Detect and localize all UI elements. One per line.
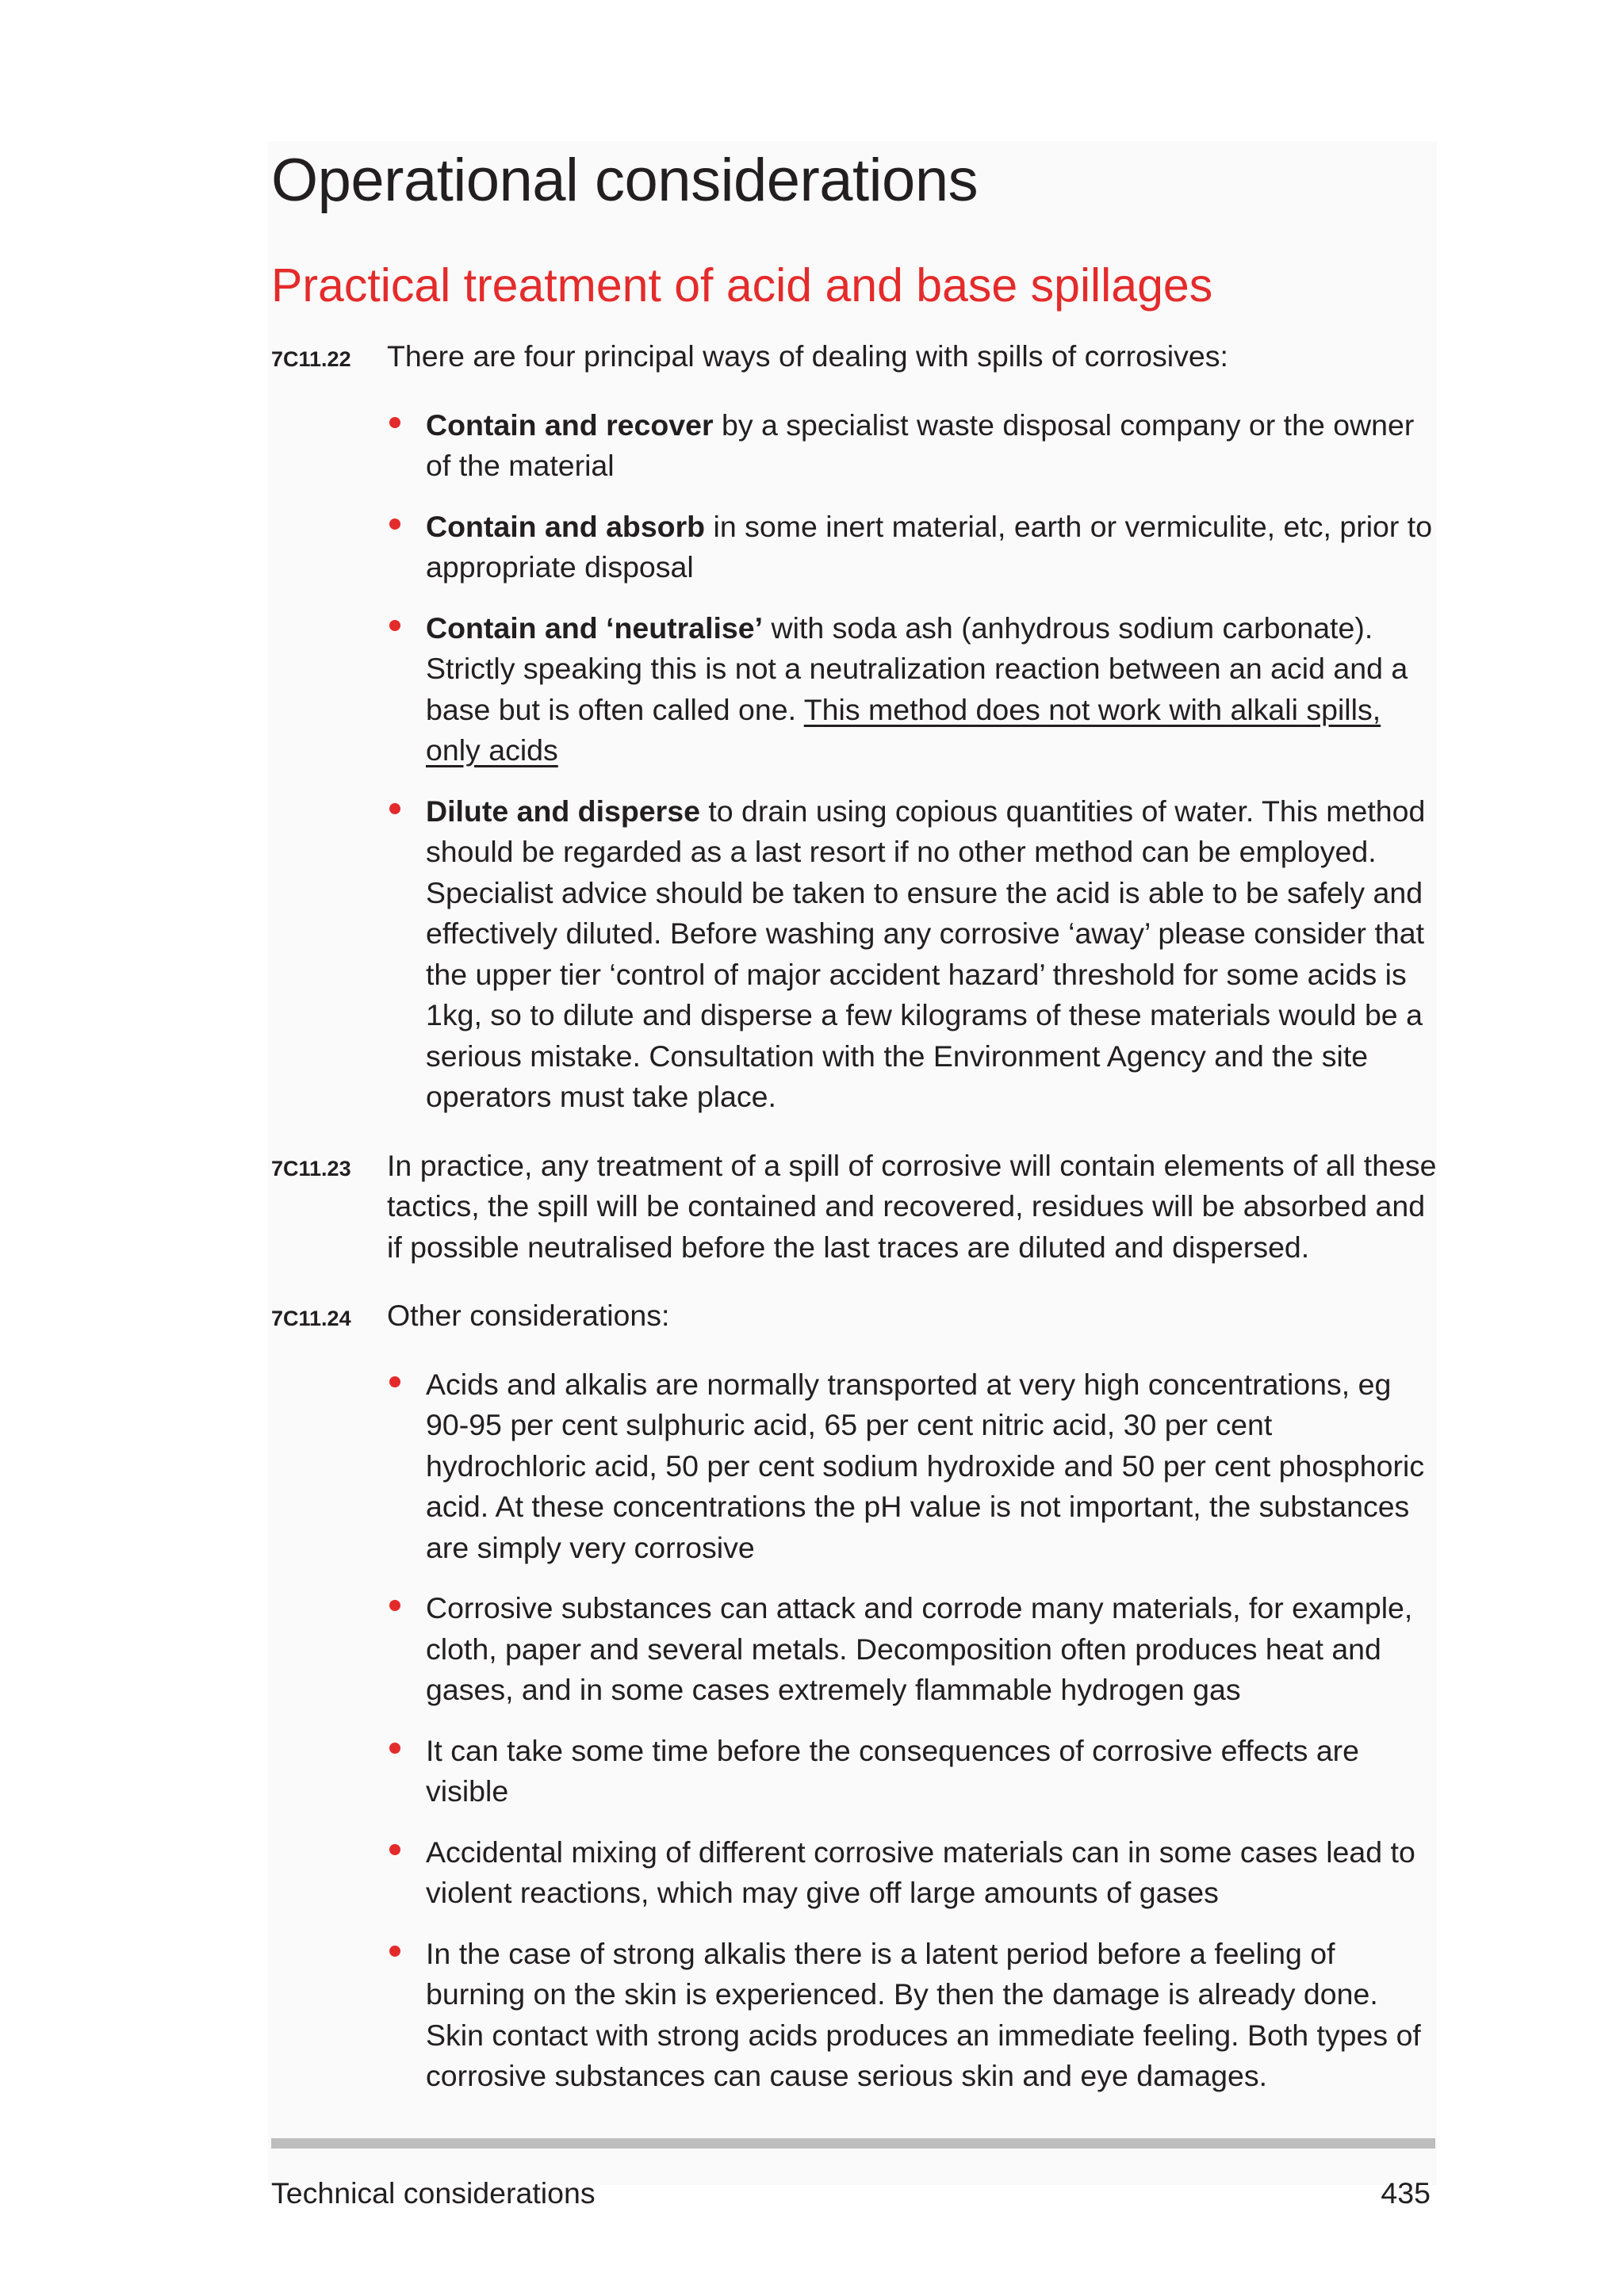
document-body <box>271 336 1437 2125</box>
list-item-heading: Dilute and disperse <box>426 794 700 828</box>
bullet-icon <box>389 1946 400 1957</box>
bullet-icon <box>389 1600 400 1611</box>
paragraph-text: There are four principal ways of dealing with spills of corrosives: <box>387 339 1228 373</box>
paragraph-7c11-24 <box>271 1295 1437 1337</box>
paragraph-number: 7C11.24 <box>271 1307 351 1330</box>
section-title: Practical treatment of acid and base spillages <box>271 259 1213 312</box>
list-item-heading: Contain and recover <box>426 408 714 442</box>
list-item-text: to drain using copious quantities of water. This method should be regarded as a last resort if no other method can be employed. Specialist advice should be taken to ensure the acid is able to be safely and effectively diluted. Before washing any corrosive ‘away’ please consider that the upper tier ‘control of major accident hazard’ threshold for some acids is 1kg, so to dilute and disperse a few kilograms of these materials would be a serious mistake. Consultation with the Environment Agency and the site operators must take place. <box>426 794 1426 1113</box>
list-item-text: by a specialist waste disposal company or the owner of the material <box>426 408 1415 482</box>
paragraph-number: 7C11.22 <box>271 347 351 371</box>
bullet-icon <box>389 803 400 814</box>
bullet-icon <box>389 1844 400 1855</box>
bullet-icon <box>389 519 400 530</box>
list-item-text: It can take some time before the consequences of corrosive effects are visible <box>426 1733 1360 1808</box>
list-item <box>426 1588 1437 1711</box>
paragraph-text: Other considerations: <box>387 1299 670 1332</box>
list-item <box>426 1731 1437 1812</box>
list-item-text: with soda ash (anhydrous sodium carbonate). Strictly speaking this is not a neutralization reaction between an acid and a base but is often called one. <box>426 610 1408 726</box>
bullet-icon <box>389 1376 400 1387</box>
paragraph-text: In practice, any treatment of a spill of corrosive will contain elements of all these tactics, the spill will be contained and recovered, residues will be absorbed and if possible neutralised before the last traces are diluted and dispersed. <box>387 1148 1437 1264</box>
footer-section-label: Technical considerations <box>271 2176 596 2210</box>
list-item <box>426 791 1437 1118</box>
paragraph-7c11-23 <box>271 1146 1437 1269</box>
list-item-text: Corrosive substances can attack and corrode many materials, for example, cloth, paper and several metals. Decomposition often produces heat and gases, and in some cases extremely flammable hydrogen gas <box>426 1591 1413 1706</box>
list-item <box>426 405 1437 487</box>
list-item-text: in some inert material, earth or vermiculite, etc, prior to appropriate disposal <box>426 509 1433 584</box>
page-number: 435 <box>1381 2176 1431 2210</box>
list-item <box>426 1364 1437 1569</box>
bullet-icon <box>389 417 400 428</box>
list-item-heading: Contain and ‘neutralise’ <box>426 610 764 645</box>
list-item-underlined-text: This method does not work with alkali spills, only acids <box>426 692 1381 767</box>
bullet-icon <box>389 620 400 631</box>
list-item <box>426 1832 1437 1914</box>
other-considerations-list <box>271 1364 1437 2097</box>
list-item <box>426 507 1437 588</box>
list-item-text: Accidental mixing of different corrosive materials can in some cases lead to violent reactions, which may give off large amounts of gases <box>426 1835 1415 1909</box>
bullet-icon <box>389 1743 400 1754</box>
page-title: Operational considerations <box>271 147 979 214</box>
paragraph-7c11-22 <box>271 336 1437 377</box>
list-item-text: Acids and alkalis are normally transported at very high concentrations, eg 90-95 per cent sulphuric acid, 65 per cent nitric acid, 30 per cent hydrochloric acid, 50 per cent sodium hydroxide and 50 per cent phosphoric acid. At these concentrations the pH value is not important, the substances are simply very corrosive <box>426 1367 1425 1564</box>
list-item-text: In the case of strong alkalis there is a latent period before a feeling of burning on the skin is experienced. By then the damage is already done. Skin contact with strong acids produces an immediate feeling. Both types of corrosive substances can cause serious skin and eye damages. <box>426 1936 1421 2092</box>
list-item <box>426 608 1437 771</box>
paragraph-number: 7C11.23 <box>271 1156 351 1181</box>
list-item <box>426 1934 1437 2097</box>
footer-divider <box>271 2138 1435 2149</box>
spill-methods-list <box>271 405 1437 1118</box>
list-item-heading: Contain and absorb <box>426 509 706 543</box>
